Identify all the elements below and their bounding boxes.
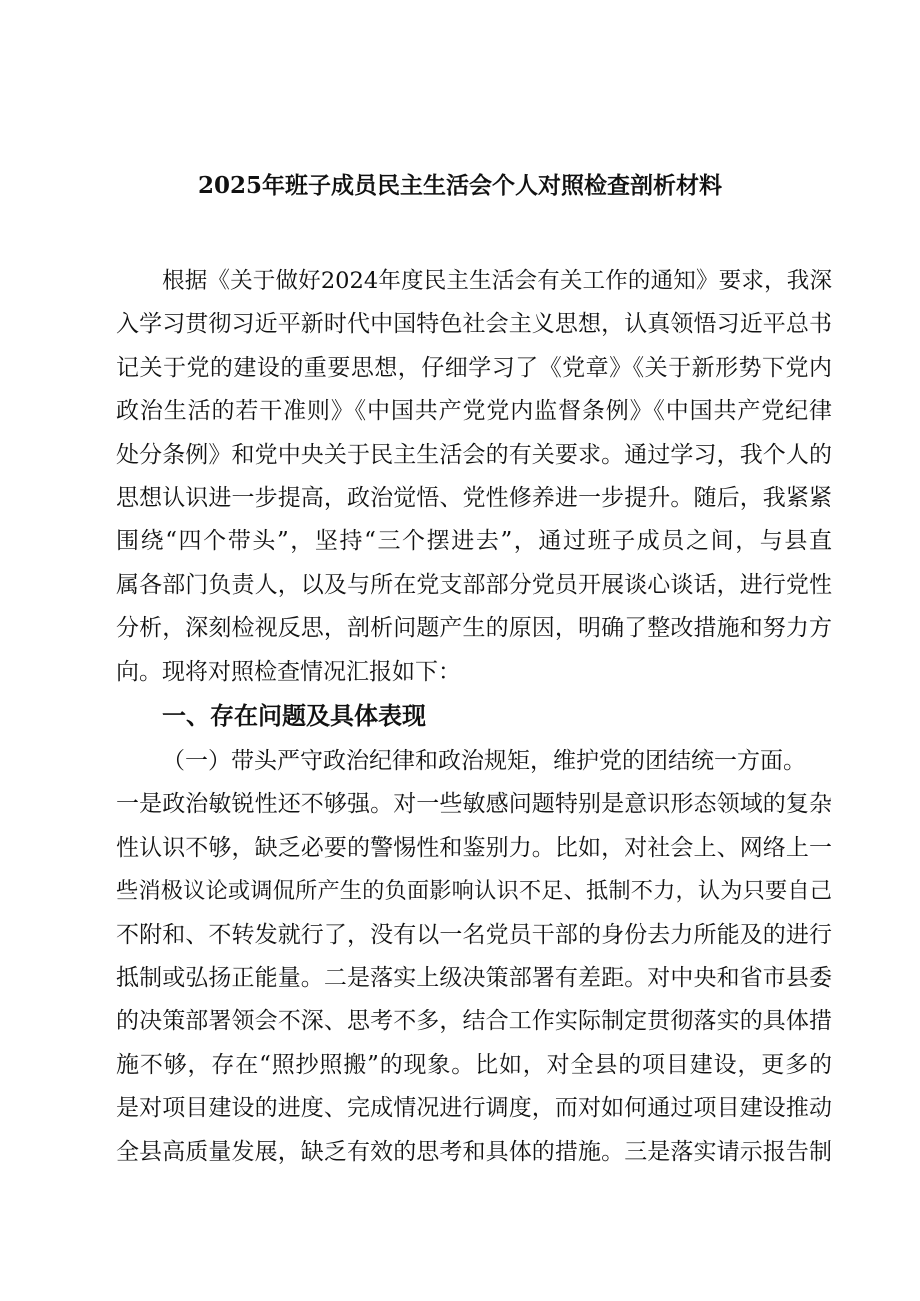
text-line: 记关于党的建设的重要思想，仔细学习了《党章》《关于新形势下党内 xyxy=(116,354,832,381)
text-line: 施不够，存在“照抄照搬”的现象。比如，对全县的项目建设，更多的 xyxy=(116,1051,832,1078)
section-paragraph xyxy=(116,740,832,1174)
section-heading: 一、存在问题及具体表现 xyxy=(162,702,426,730)
text-line: 性认识不够，缺乏必要的警惕性和鉴别力。比如，对社会上、网络上一 xyxy=(116,834,832,861)
text-line: 是对项目建设的进度、完成情况进行调度，而对如何通过项目建设推动 xyxy=(116,1095,832,1122)
text-line: 一是政治敏锐性还不够强。对一些敏感问题特别是意识形态领域的复杂 xyxy=(116,791,832,818)
text-line: 不附和、不转发就行了，没有以一名党员干部的身份去力所能及的进行 xyxy=(116,921,832,948)
document-title: 2025年班子成员民主生活会个人对照检查剖析材料 xyxy=(197,172,722,199)
text-line: 分析，深刻检视反思，剖析问题产生的原因，明确了整改措施和努力方 xyxy=(116,615,832,642)
text-line: （一）带头严守政治纪律和政治规矩，维护党的团结统一方面。 xyxy=(162,748,806,774)
text-line: 政治生活的若干准则》《中国共产党党内监督条例》《中国共产党纪律 xyxy=(116,398,832,425)
text-line: 围绕“四个带头”，坚持“三个摆进去”，通过班子成员之间，与县直 xyxy=(116,528,832,555)
text-line: 抵制或弘扬正能量。二是落实上级决策部署有差距。对中央和省市县委 xyxy=(116,964,832,991)
text-line: 的决策部署领会不深、思考不多，结合工作实际制定贯彻落实的具体措 xyxy=(116,1008,832,1035)
intro-paragraph xyxy=(116,260,832,694)
text-line: 全县高质量发展，缺乏有效的思考和具体的措施。三是落实请示报告制 xyxy=(116,1138,832,1165)
text-line: 向。现将对照检查情况汇报如下： xyxy=(116,658,461,685)
text-line: 根据《关于做好2024年度民主生活会有关工作的通知》要求，我深 xyxy=(162,268,832,294)
text-line: 些消极议论或调侃所产生的负面影响认识不足、抵制不力，认为只要自己 xyxy=(116,878,832,905)
text-line: 入学习贯彻习近平新时代中国特色社会主义思想，认真领悟习近平总书 xyxy=(116,311,832,338)
text-line: 思想认识进一步提高，政治觉悟、党性修养进一步提升。随后，我紧紧 xyxy=(116,484,832,511)
text-line: 属各部门负责人，以及与所在党支部部分党员开展谈心谈话，进行党性 xyxy=(116,571,832,598)
text-line: 处分条例》和党中央关于民主生活会的有关要求。通过学习，我个人的 xyxy=(116,441,832,468)
